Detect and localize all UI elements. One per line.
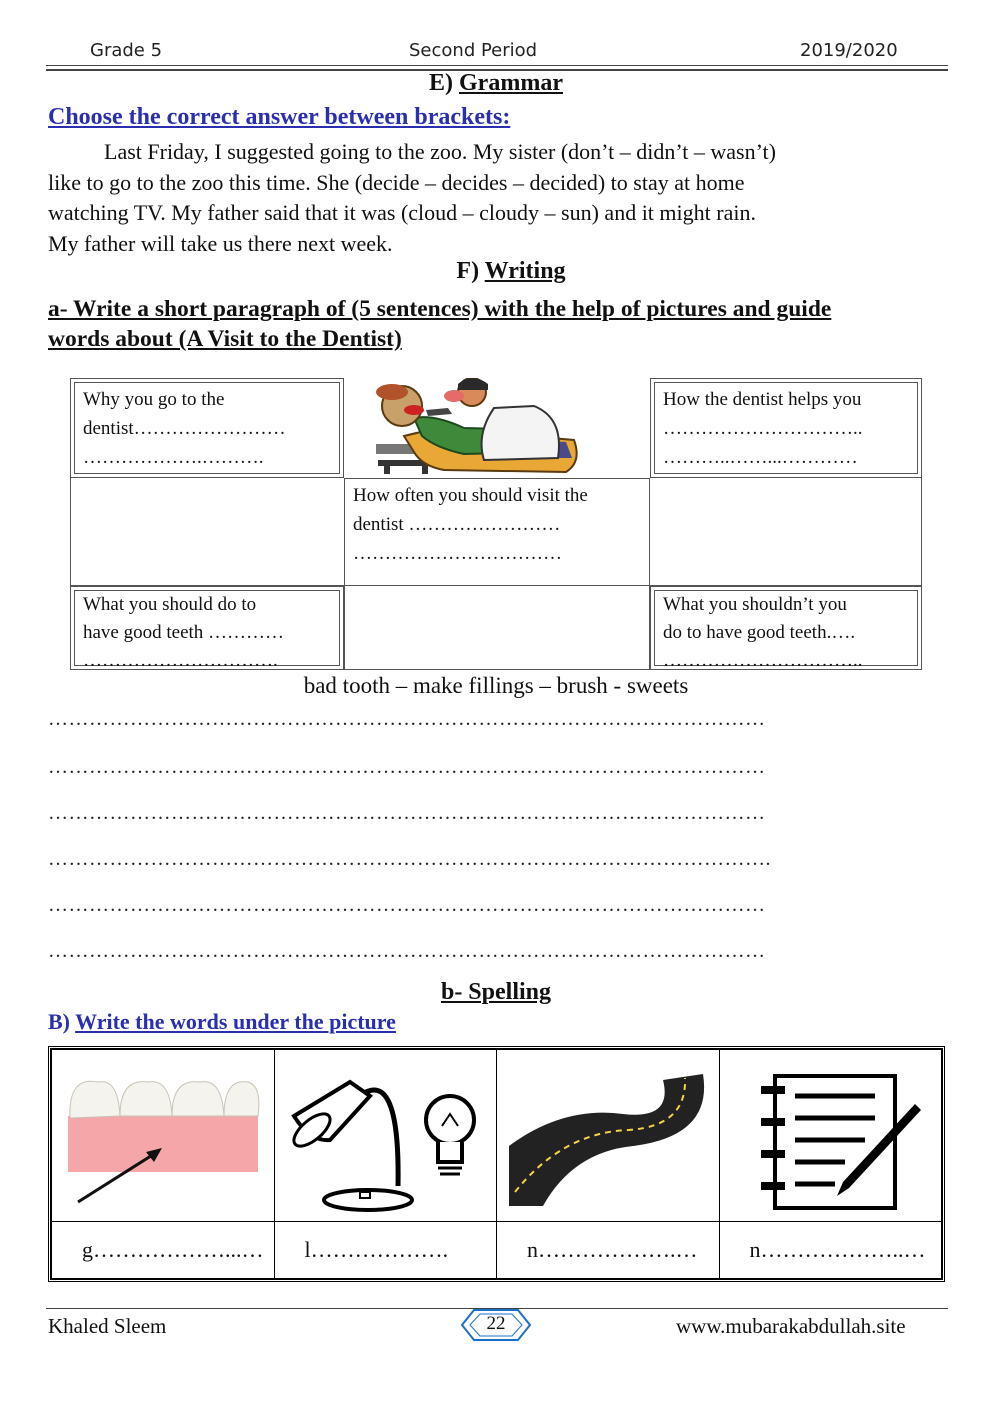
answer-line[interactable]: …………………………………………………………………………………………… [48, 708, 766, 730]
page-number-badge [460, 1308, 532, 1342]
picture-road-cell [497, 1050, 720, 1222]
box-should-do[interactable]: What you should do to have good teeth ………… …………………………. [74, 590, 340, 666]
mindmap-empty-cell [650, 478, 922, 586]
mindmap-empty-cell [70, 478, 344, 586]
footer-author: Khaled Sleem [48, 1314, 167, 1338]
answer-line[interactable]: …………………………………………………………………………………………… [48, 894, 766, 916]
grammar-line: like to go to the zoo this time. She (decide – decides – decided) to stay at home [48, 169, 745, 195]
spelling-heading: b- Spelling [440, 979, 552, 1005]
dentist-illustration [344, 378, 650, 478]
grammar-paragraph [48, 137, 948, 259]
spelling-instruction-text: Write the words under the picture [75, 1009, 396, 1034]
lamp-picture [280, 1056, 490, 1216]
spelling-instruction [48, 1009, 396, 1035]
header-grade: Grade 5 [90, 40, 163, 61]
spelling-answer-4[interactable]: n………………..… [719, 1222, 942, 1279]
box-how-dentist-helps[interactable]: How the dentist helps you ………………………….. ………..……...………… [654, 382, 918, 474]
notebook-picture [725, 1056, 935, 1216]
header-year: 2019/2020 [800, 40, 898, 61]
answer-line[interactable]: …………………………………………………………………………………………… [48, 802, 766, 824]
footer-website: www.mubarakabdullah.site [676, 1314, 906, 1338]
picture-notebook-cell [719, 1050, 942, 1222]
box-why-dentist[interactable]: Why you go to the dentist…………………… ……………….………. [74, 382, 340, 474]
writing-heading [0, 258, 992, 285]
writing-instruction [48, 294, 831, 354]
answer-line[interactable]: …………………………………………………………………………………………… [48, 940, 766, 962]
writing-heading-title: Writing [484, 258, 566, 284]
grammar-heading [0, 70, 992, 97]
picture-gum-cell [52, 1050, 275, 1222]
writing-heading-prefix: F) [456, 258, 480, 284]
grammar-heading-prefix: E) [429, 70, 454, 96]
gum-teeth-picture [58, 1056, 268, 1216]
page-number: 22 [486, 1313, 506, 1334]
spelling-table [51, 1049, 942, 1279]
dentist-picture [344, 378, 650, 478]
answer-line[interactable]: ……………………………………………………………………………………………. [48, 848, 771, 870]
grammar-line: Last Friday, I suggested going to the zoo. My sister (don’t – didn’t – wasn’t) [104, 139, 776, 164]
guide-words: bad tooth – make fillings – brush - sweets [303, 673, 689, 698]
spelling-answer-1[interactable]: g………………...… [52, 1222, 275, 1279]
grammar-instruction: Choose the correct answer between brackets: [48, 104, 511, 130]
road-picture [503, 1056, 713, 1216]
writing-instruction-line: a- Write a short paragraph of (5 sentences) with the help of pictures and guide [48, 296, 832, 322]
answer-line[interactable]: …………………………………………………………………………………………… [48, 756, 766, 778]
mindmap-empty-cell [344, 586, 650, 670]
box-shouldnt-do[interactable]: What you shouldn’t you do to have good teeth.…. ………………………….. [654, 590, 918, 666]
picture-lamp-cell [274, 1050, 497, 1222]
writing-instruction-line: words about (A Visit to the Dentist) [48, 326, 402, 352]
header-period: Second Period [409, 40, 538, 61]
grammar-line: My father will take us there next week. [48, 230, 393, 256]
spelling-answer-2[interactable]: l………………. [274, 1222, 497, 1279]
grammar-heading-title: Grammar [459, 70, 563, 96]
spelling-table-frame [48, 1046, 945, 1282]
spelling-instruction-prefix: B) [48, 1009, 70, 1034]
grammar-line: watching TV. My father said that it was (cloud – cloudy – sun) and it might rain. [48, 200, 756, 225]
spelling-answer-3[interactable]: n……………….… [497, 1222, 720, 1279]
header-rule [46, 65, 948, 66]
box-how-often[interactable]: How often you should visit the dentist …………………… …………………………… [344, 478, 650, 586]
